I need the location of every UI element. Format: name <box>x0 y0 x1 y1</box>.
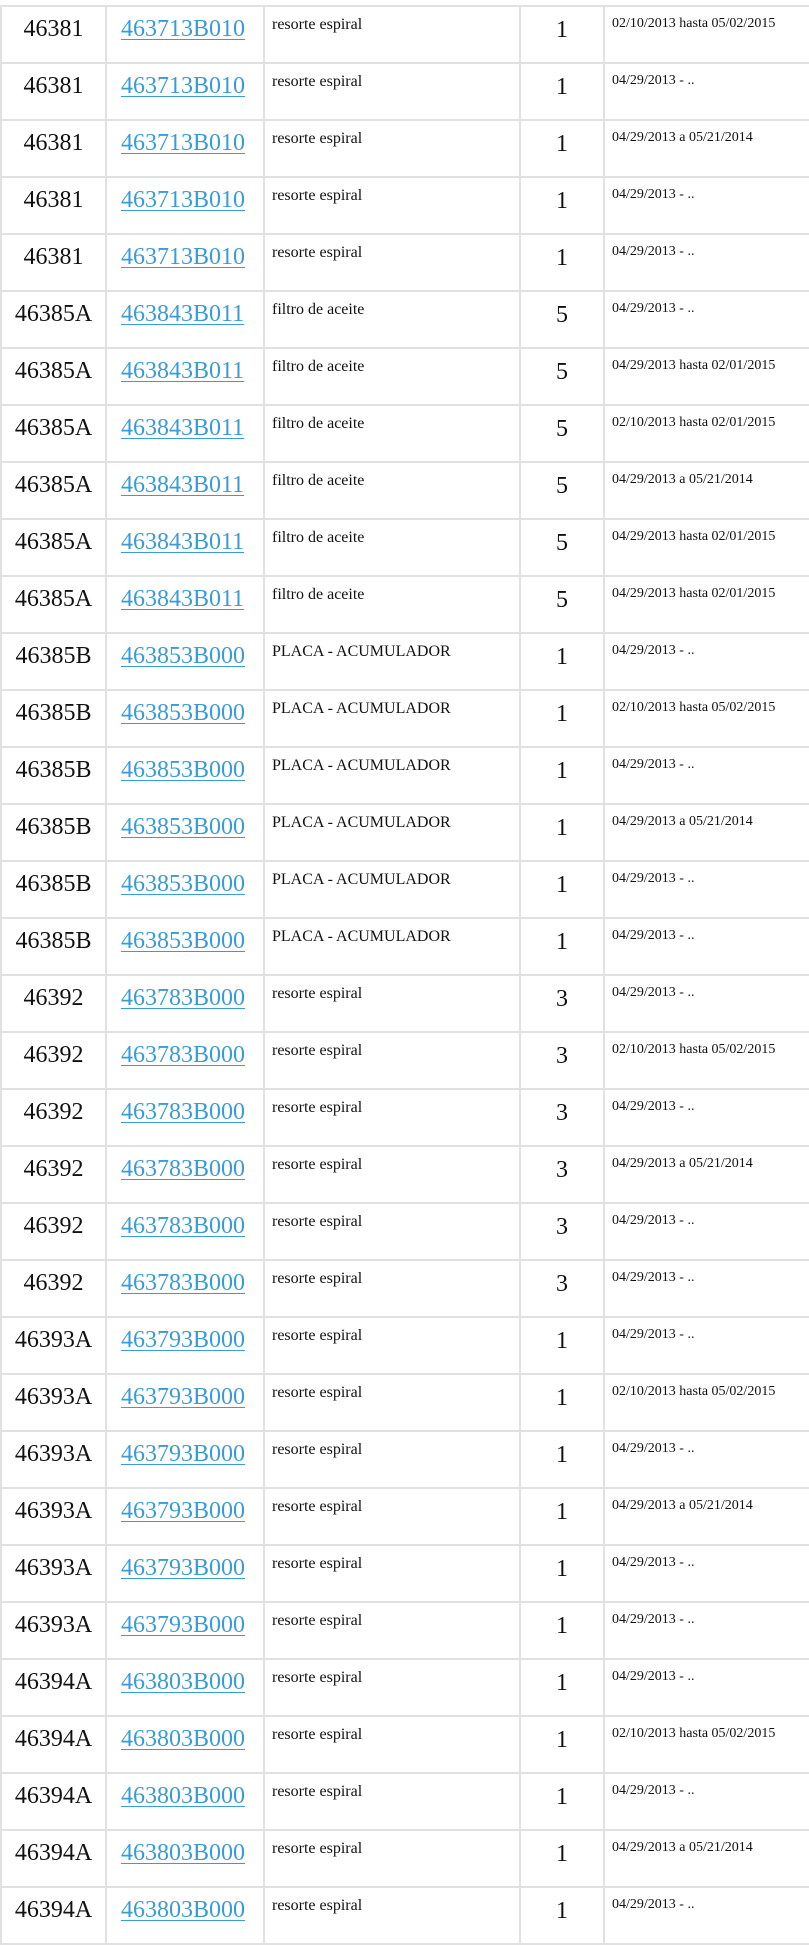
reference-number-cell: 46385A <box>1 348 106 405</box>
part-number-cell <box>106 1032 264 1089</box>
quantity-cell: 3 <box>520 1203 604 1260</box>
table-row <box>1 1488 809 1545</box>
part-number-cell <box>106 1488 264 1545</box>
quantity-cell: 1 <box>520 1431 604 1488</box>
table-row <box>1 1659 809 1716</box>
part-number-link[interactable]: 463713B010 <box>121 187 246 213</box>
reference-number-cell: 46392 <box>1 1146 106 1203</box>
date-range-cell: 04/29/2013 a 05/21/2014 <box>604 1830 809 1887</box>
part-number-link[interactable]: 463793B000 <box>121 1441 246 1467</box>
description-cell: resorte espiral <box>264 1089 520 1146</box>
part-number-cell <box>106 1659 264 1716</box>
description-cell: resorte espiral <box>264 177 520 234</box>
date-range-cell: 04/29/2013 hasta 02/01/2015 <box>604 519 809 576</box>
reference-number-cell: 46381 <box>1 6 106 63</box>
quantity-cell: 1 <box>520 747 604 804</box>
reference-number-cell: 46394A <box>1 1887 106 1944</box>
description-cell: resorte espiral <box>264 1887 520 1944</box>
part-number-link[interactable]: 463853B000 <box>121 814 246 840</box>
quantity-cell: 1 <box>520 234 604 291</box>
date-range-cell: 02/10/2013 hasta 05/02/2015 <box>604 1032 809 1089</box>
reference-number-cell: 46381 <box>1 177 106 234</box>
part-number-cell <box>106 975 264 1032</box>
reference-number-cell: 46385A <box>1 462 106 519</box>
part-number-cell <box>106 1374 264 1431</box>
part-number-cell <box>106 861 264 918</box>
table-row <box>1 177 809 234</box>
table-row <box>1 576 809 633</box>
date-range-cell: 02/10/2013 hasta 05/02/2015 <box>604 1374 809 1431</box>
quantity-cell: 5 <box>520 519 604 576</box>
part-number-cell <box>106 405 264 462</box>
table-row <box>1 1545 809 1602</box>
reference-number-cell: 46392 <box>1 1203 106 1260</box>
date-range-cell: 04/29/2013 - .. <box>604 975 809 1032</box>
date-range-cell: 04/29/2013 hasta 02/01/2015 <box>604 576 809 633</box>
table-row <box>1 1203 809 1260</box>
table-row <box>1 1260 809 1317</box>
table-row <box>1 633 809 690</box>
quantity-cell: 1 <box>520 1545 604 1602</box>
parts-table <box>0 5 809 1945</box>
description-cell: resorte espiral <box>264 1431 520 1488</box>
description-cell: PLACA - ACUMULADOR <box>264 747 520 804</box>
part-number-link[interactable]: 463803B000 <box>121 1783 246 1809</box>
quantity-cell: 3 <box>520 1032 604 1089</box>
part-number-link[interactable]: 463853B000 <box>121 757 246 783</box>
part-number-link[interactable]: 463853B000 <box>121 700 246 726</box>
table-row <box>1 804 809 861</box>
part-number-link[interactable]: 463793B000 <box>121 1327 246 1353</box>
description-cell: resorte espiral <box>264 1203 520 1260</box>
part-number-cell <box>106 1887 264 1944</box>
table-row <box>1 1374 809 1431</box>
table-row <box>1 1146 809 1203</box>
description-cell: resorte espiral <box>264 1830 520 1887</box>
part-number-link[interactable]: 463853B000 <box>121 643 246 669</box>
quantity-cell: 3 <box>520 975 604 1032</box>
part-number-cell <box>106 1830 264 1887</box>
description-cell: resorte espiral <box>264 1602 520 1659</box>
table-row <box>1 975 809 1032</box>
part-number-link[interactable]: 463843B011 <box>121 301 245 327</box>
quantity-cell: 3 <box>520 1089 604 1146</box>
quantity-cell: 1 <box>520 804 604 861</box>
part-number-link[interactable]: 463793B000 <box>121 1555 246 1581</box>
reference-number-cell: 46385B <box>1 690 106 747</box>
quantity-cell: 3 <box>520 1260 604 1317</box>
part-number-link[interactable]: 463713B010 <box>121 130 246 156</box>
part-number-link[interactable]: 463783B000 <box>121 1099 246 1125</box>
part-number-link[interactable]: 463713B010 <box>121 73 246 99</box>
table-row <box>1 120 809 177</box>
date-range-cell: 04/29/2013 - .. <box>604 63 809 120</box>
part-number-link[interactable]: 463783B000 <box>121 1213 246 1239</box>
reference-number-cell: 46385A <box>1 519 106 576</box>
reference-number-cell: 46394A <box>1 1716 106 1773</box>
quantity-cell: 1 <box>520 177 604 234</box>
date-range-cell: 02/10/2013 hasta 02/01/2015 <box>604 405 809 462</box>
reference-number-cell: 46394A <box>1 1773 106 1830</box>
part-number-cell <box>106 1716 264 1773</box>
part-number-cell <box>106 1317 264 1374</box>
description-cell: PLACA - ACUMULADOR <box>264 918 520 975</box>
quantity-cell: 1 <box>520 63 604 120</box>
reference-number-cell: 46381 <box>1 63 106 120</box>
part-number-link[interactable]: 463853B000 <box>121 928 246 954</box>
date-range-cell: 04/29/2013 - .. <box>604 1260 809 1317</box>
quantity-cell: 1 <box>520 1716 604 1773</box>
reference-number-cell: 46394A <box>1 1830 106 1887</box>
part-number-link[interactable]: 463803B000 <box>121 1669 246 1695</box>
date-range-cell: 04/29/2013 - .. <box>604 1659 809 1716</box>
parts-table-body <box>1 6 809 1944</box>
reference-number-cell: 46385A <box>1 291 106 348</box>
quantity-cell: 1 <box>520 633 604 690</box>
date-range-cell: 04/29/2013 - .. <box>604 177 809 234</box>
description-cell: filtro de aceite <box>264 462 520 519</box>
date-range-cell: 04/29/2013 - .. <box>604 1602 809 1659</box>
reference-number-cell: 46392 <box>1 1260 106 1317</box>
table-row <box>1 1032 809 1089</box>
description-cell: resorte espiral <box>264 120 520 177</box>
date-range-cell: 04/29/2013 a 05/21/2014 <box>604 1488 809 1545</box>
description-cell: PLACA - ACUMULADOR <box>264 861 520 918</box>
reference-number-cell: 46393A <box>1 1545 106 1602</box>
quantity-cell: 1 <box>520 861 604 918</box>
part-number-cell <box>106 1089 264 1146</box>
description-cell: resorte espiral <box>264 1488 520 1545</box>
description-cell: filtro de aceite <box>264 405 520 462</box>
description-cell: resorte espiral <box>264 1260 520 1317</box>
date-range-cell: 04/29/2013 - .. <box>604 861 809 918</box>
part-number-cell <box>106 747 264 804</box>
part-number-cell <box>106 576 264 633</box>
table-row <box>1 405 809 462</box>
part-number-link[interactable]: 463803B000 <box>121 1840 246 1866</box>
date-range-cell: 04/29/2013 - .. <box>604 1431 809 1488</box>
table-row <box>1 1089 809 1146</box>
quantity-cell: 1 <box>520 1488 604 1545</box>
reference-number-cell: 46393A <box>1 1488 106 1545</box>
part-number-link[interactable]: 463843B011 <box>121 586 245 612</box>
part-number-cell <box>106 1602 264 1659</box>
part-number-link[interactable]: 463783B000 <box>121 985 246 1011</box>
quantity-cell: 1 <box>520 690 604 747</box>
quantity-cell: 5 <box>520 462 604 519</box>
part-number-link[interactable]: 463713B010 <box>121 244 246 270</box>
date-range-cell: 04/29/2013 - .. <box>604 747 809 804</box>
date-range-cell: 02/10/2013 hasta 05/02/2015 <box>604 690 809 747</box>
date-range-cell: 02/10/2013 hasta 05/02/2015 <box>604 1716 809 1773</box>
description-cell: resorte espiral <box>264 1146 520 1203</box>
description-cell: filtro de aceite <box>264 519 520 576</box>
part-number-cell <box>106 63 264 120</box>
description-cell: PLACA - ACUMULADOR <box>264 633 520 690</box>
date-range-cell: 04/29/2013 - .. <box>604 1773 809 1830</box>
description-cell: resorte espiral <box>264 63 520 120</box>
part-number-cell <box>106 1773 264 1830</box>
date-range-cell: 04/29/2013 - .. <box>604 234 809 291</box>
part-number-cell <box>106 1545 264 1602</box>
part-number-cell <box>106 1146 264 1203</box>
reference-number-cell: 46394A <box>1 1659 106 1716</box>
part-number-link[interactable]: 463843B011 <box>121 415 245 441</box>
date-range-cell: 04/29/2013 a 05/21/2014 <box>604 120 809 177</box>
table-row <box>1 1317 809 1374</box>
date-range-cell: 04/29/2013 - .. <box>604 1203 809 1260</box>
part-number-cell <box>106 291 264 348</box>
part-number-link[interactable]: 463713B010 <box>121 16 246 42</box>
part-number-cell <box>106 120 264 177</box>
reference-number-cell: 46385B <box>1 918 106 975</box>
date-range-cell: 04/29/2013 - .. <box>604 1887 809 1944</box>
quantity-cell: 1 <box>520 1659 604 1716</box>
part-number-cell <box>106 1260 264 1317</box>
part-number-link[interactable]: 463803B000 <box>121 1897 246 1923</box>
description-cell: filtro de aceite <box>264 576 520 633</box>
reference-number-cell: 46393A <box>1 1431 106 1488</box>
table-row <box>1 291 809 348</box>
reference-number-cell: 46392 <box>1 975 106 1032</box>
reference-number-cell: 46381 <box>1 120 106 177</box>
part-number-link[interactable]: 463783B000 <box>121 1042 246 1068</box>
part-number-cell <box>106 462 264 519</box>
part-number-link[interactable]: 463843B011 <box>121 472 245 498</box>
part-number-link[interactable]: 463793B000 <box>121 1498 246 1524</box>
reference-number-cell: 46392 <box>1 1089 106 1146</box>
table-row <box>1 1431 809 1488</box>
part-number-link[interactable]: 463783B000 <box>121 1156 246 1182</box>
quantity-cell: 3 <box>520 1146 604 1203</box>
quantity-cell: 5 <box>520 348 604 405</box>
table-row <box>1 747 809 804</box>
date-range-cell: 04/29/2013 a 05/21/2014 <box>604 1146 809 1203</box>
table-row <box>1 861 809 918</box>
part-number-cell <box>106 177 264 234</box>
quantity-cell: 5 <box>520 405 604 462</box>
description-cell: resorte espiral <box>264 1032 520 1089</box>
quantity-cell: 1 <box>520 918 604 975</box>
part-number-cell <box>106 1431 264 1488</box>
quantity-cell: 1 <box>520 1773 604 1830</box>
description-cell: PLACA - ACUMULADOR <box>264 804 520 861</box>
part-number-cell <box>106 690 264 747</box>
part-number-link[interactable]: 463793B000 <box>121 1612 246 1638</box>
part-number-link[interactable]: 463793B000 <box>121 1384 246 1410</box>
date-range-cell: 04/29/2013 - .. <box>604 1545 809 1602</box>
date-range-cell: 04/29/2013 - .. <box>604 1089 809 1146</box>
date-range-cell: 04/29/2013 - .. <box>604 291 809 348</box>
quantity-cell: 1 <box>520 6 604 63</box>
reference-number-cell: 46392 <box>1 1032 106 1089</box>
table-row <box>1 1716 809 1773</box>
part-number-cell <box>106 348 264 405</box>
part-number-cell <box>106 633 264 690</box>
table-row <box>1 462 809 519</box>
part-number-cell <box>106 804 264 861</box>
quantity-cell: 1 <box>520 120 604 177</box>
date-range-cell: 04/29/2013 - .. <box>604 633 809 690</box>
reference-number-cell: 46385B <box>1 861 106 918</box>
quantity-cell: 1 <box>520 1602 604 1659</box>
quantity-cell: 1 <box>520 1374 604 1431</box>
table-row <box>1 690 809 747</box>
table-row <box>1 234 809 291</box>
reference-number-cell: 46393A <box>1 1374 106 1431</box>
date-range-cell: 04/29/2013 - .. <box>604 918 809 975</box>
reference-number-cell: 46381 <box>1 234 106 291</box>
reference-number-cell: 46385B <box>1 633 106 690</box>
description-cell: resorte espiral <box>264 1545 520 1602</box>
quantity-cell: 1 <box>520 1887 604 1944</box>
description-cell: resorte espiral <box>264 6 520 63</box>
table-row <box>1 348 809 405</box>
table-row <box>1 1773 809 1830</box>
part-number-link[interactable]: 463853B000 <box>121 871 246 897</box>
date-range-cell: 04/29/2013 a 05/21/2014 <box>604 804 809 861</box>
table-row <box>1 918 809 975</box>
quantity-cell: 5 <box>520 576 604 633</box>
part-number-link[interactable]: 463783B000 <box>121 1270 246 1296</box>
date-range-cell: 04/29/2013 - .. <box>604 1317 809 1374</box>
table-row <box>1 63 809 120</box>
date-range-cell: 04/29/2013 a 05/21/2014 <box>604 462 809 519</box>
reference-number-cell: 46385B <box>1 804 106 861</box>
table-row <box>1 1602 809 1659</box>
table-row <box>1 519 809 576</box>
part-number-link[interactable]: 463843B011 <box>121 529 245 555</box>
description-cell: resorte espiral <box>264 1716 520 1773</box>
reference-number-cell: 46393A <box>1 1602 106 1659</box>
description-cell: resorte espiral <box>264 975 520 1032</box>
quantity-cell: 5 <box>520 291 604 348</box>
quantity-cell: 1 <box>520 1317 604 1374</box>
description-cell: resorte espiral <box>264 234 520 291</box>
description-cell: filtro de aceite <box>264 348 520 405</box>
description-cell: resorte espiral <box>264 1773 520 1830</box>
reference-number-cell: 46385B <box>1 747 106 804</box>
date-range-cell: 04/29/2013 hasta 02/01/2015 <box>604 348 809 405</box>
reference-number-cell: 46393A <box>1 1317 106 1374</box>
description-cell: resorte espiral <box>264 1374 520 1431</box>
table-row <box>1 1887 809 1944</box>
description-cell: resorte espiral <box>264 1659 520 1716</box>
table-row <box>1 6 809 63</box>
part-number-cell <box>106 519 264 576</box>
reference-number-cell: 46385A <box>1 576 106 633</box>
quantity-cell: 1 <box>520 1830 604 1887</box>
part-number-cell <box>106 918 264 975</box>
description-cell: filtro de aceite <box>264 291 520 348</box>
part-number-cell <box>106 234 264 291</box>
part-number-cell <box>106 1203 264 1260</box>
part-number-link[interactable]: 463843B011 <box>121 358 245 384</box>
description-cell: resorte espiral <box>264 1317 520 1374</box>
part-number-cell <box>106 6 264 63</box>
reference-number-cell: 46385A <box>1 405 106 462</box>
part-number-link[interactable]: 463803B000 <box>121 1726 246 1752</box>
description-cell: PLACA - ACUMULADOR <box>264 690 520 747</box>
table-row <box>1 1830 809 1887</box>
date-range-cell: 02/10/2013 hasta 05/02/2015 <box>604 6 809 63</box>
